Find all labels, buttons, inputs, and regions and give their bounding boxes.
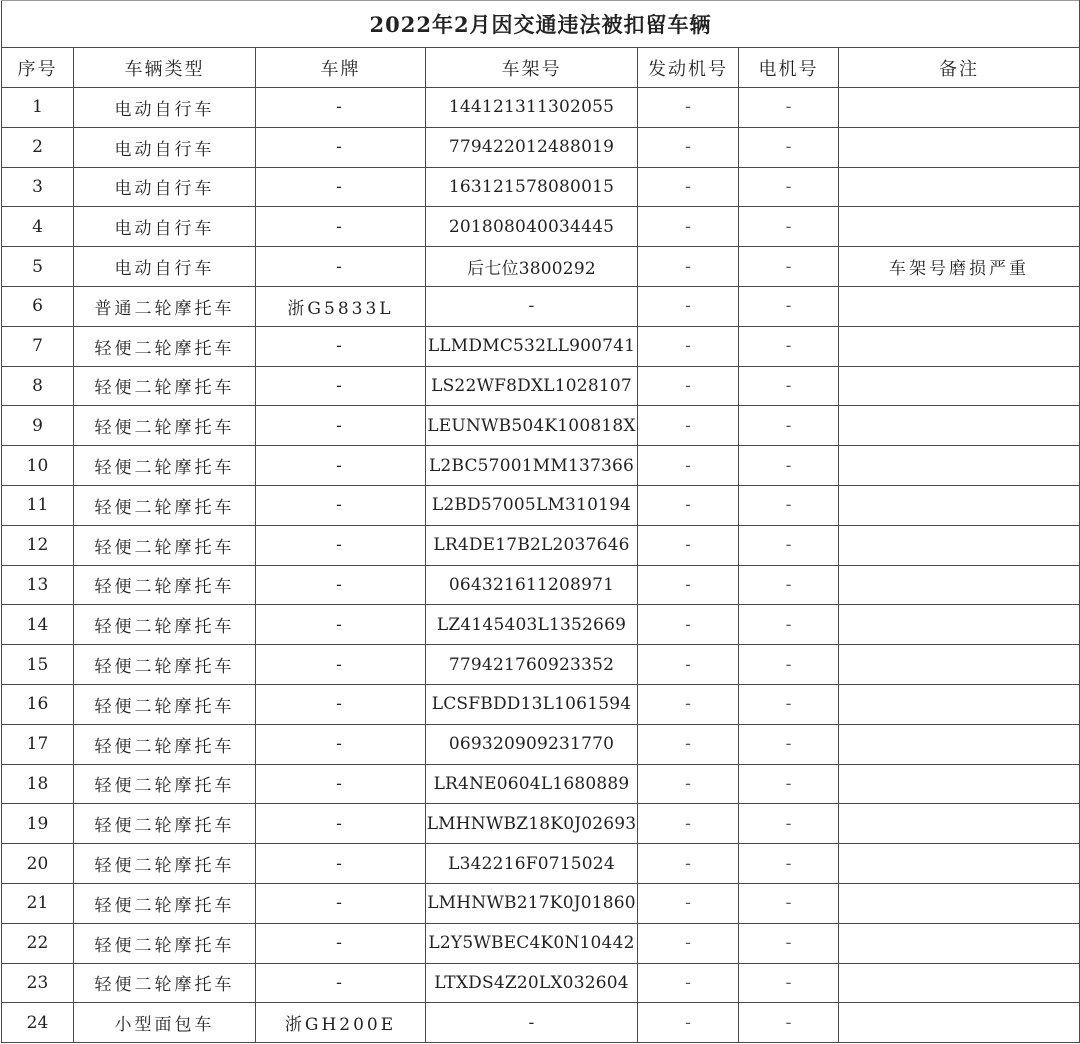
motor-no-cell: -	[739, 167, 839, 207]
engine-no-cell: -	[638, 485, 739, 525]
note-cell	[839, 645, 1080, 685]
vin-cell: L2BD57005LM310194	[426, 485, 638, 525]
vehicle-type-cell: 电动自行车	[74, 247, 256, 287]
engine-no-cell: -	[638, 923, 739, 963]
row-number-cell: 13	[2, 565, 74, 605]
row-number-cell: 2	[2, 127, 74, 167]
vin-cell: -	[426, 286, 638, 326]
motor-no-cell: -	[739, 207, 839, 247]
plate-cell: 浙GH200E	[256, 1003, 426, 1043]
plate-cell: -	[256, 247, 426, 287]
vehicle-type-cell: 轻便二轮摩托车	[74, 645, 256, 685]
plate-cell: -	[256, 645, 426, 685]
plate-cell: -	[256, 923, 426, 963]
motor-no-cell: -	[739, 804, 839, 844]
header-row	[2, 48, 1080, 88]
motor-no-cell: -	[739, 684, 839, 724]
motor-no-cell: -	[739, 923, 839, 963]
note-cell	[839, 406, 1080, 446]
header-no: 序号	[2, 48, 74, 88]
motor-no-cell: -	[739, 605, 839, 645]
table-row	[2, 247, 1080, 287]
table-row	[2, 525, 1080, 565]
plate-cell: -	[256, 167, 426, 207]
row-number-cell: 19	[2, 804, 74, 844]
engine-no-cell: -	[638, 645, 739, 685]
header-vin: 车架号	[426, 48, 638, 88]
row-number-cell: 22	[2, 923, 74, 963]
engine-no-cell: -	[638, 605, 739, 645]
vehicle-type-cell: 轻便二轮摩托车	[74, 923, 256, 963]
table-row	[2, 1003, 1080, 1043]
table-row	[2, 167, 1080, 207]
table-row	[2, 923, 1080, 963]
note-cell	[839, 804, 1080, 844]
note-cell	[839, 923, 1080, 963]
motor-no-cell: -	[739, 326, 839, 366]
motor-no-cell: -	[739, 247, 839, 287]
table-row	[2, 645, 1080, 685]
note-cell	[839, 286, 1080, 326]
row-number-cell: 14	[2, 605, 74, 645]
vin-cell: LMHNWBZ18K0J02693	[426, 804, 638, 844]
plate-cell: -	[256, 963, 426, 1003]
note-cell	[839, 963, 1080, 1003]
table-row	[2, 844, 1080, 884]
plate-cell: -	[256, 485, 426, 525]
plate-cell: -	[256, 565, 426, 605]
table-row	[2, 764, 1080, 804]
vin-cell: 163121578080015	[426, 167, 638, 207]
motor-no-cell: -	[739, 366, 839, 406]
table-row	[2, 446, 1080, 486]
table-title: 2022年2月因交通违法被扣留车辆	[2, 1, 1080, 48]
row-number-cell: 1	[2, 88, 74, 128]
vin-cell: 201808040034445	[426, 207, 638, 247]
note-cell	[839, 605, 1080, 645]
engine-no-cell: -	[638, 963, 739, 1003]
vin-cell: 064321611208971	[426, 565, 638, 605]
plate-cell: -	[256, 207, 426, 247]
note-cell	[839, 844, 1080, 884]
note-cell	[839, 1003, 1080, 1043]
vin-cell: L342216F0715024	[426, 844, 638, 884]
engine-no-cell: -	[638, 883, 739, 923]
note-cell	[839, 446, 1080, 486]
engine-no-cell: -	[638, 366, 739, 406]
note-cell	[839, 326, 1080, 366]
vin-cell: LTXDS4Z20LX032604	[426, 963, 638, 1003]
row-number-cell: 4	[2, 207, 74, 247]
vehicle-type-cell: 普通二轮摩托车	[74, 286, 256, 326]
note-cell	[839, 724, 1080, 764]
motor-no-cell: -	[739, 724, 839, 764]
table-row	[2, 286, 1080, 326]
row-number-cell: 15	[2, 645, 74, 685]
header-vehicle-type: 车辆类型	[74, 48, 256, 88]
vin-cell: LEUNWB504K100818X	[426, 406, 638, 446]
motor-no-cell: -	[739, 485, 839, 525]
vin-cell: LZ4145403L1352669	[426, 605, 638, 645]
vehicle-type-cell: 轻便二轮摩托车	[74, 724, 256, 764]
motor-no-cell: -	[739, 1003, 839, 1043]
header-note: 备注	[839, 48, 1080, 88]
vehicle-type-cell: 电动自行车	[74, 88, 256, 128]
note-cell	[839, 88, 1080, 128]
vin-cell: 后七位3800292	[426, 247, 638, 287]
note-cell	[839, 684, 1080, 724]
table-row	[2, 963, 1080, 1003]
vehicle-type-cell: 轻便二轮摩托车	[74, 525, 256, 565]
row-number-cell: 9	[2, 406, 74, 446]
table-row	[2, 724, 1080, 764]
vehicle-type-cell: 轻便二轮摩托车	[74, 684, 256, 724]
vin-cell: L2Y5WBEC4K0N10442	[426, 923, 638, 963]
row-number-cell: 18	[2, 764, 74, 804]
engine-no-cell: -	[638, 88, 739, 128]
vehicle-type-cell: 轻便二轮摩托车	[74, 844, 256, 884]
engine-no-cell: -	[638, 247, 739, 287]
note-cell	[839, 127, 1080, 167]
vin-cell: 779422012488019	[426, 127, 638, 167]
table-row	[2, 88, 1080, 128]
vehicle-type-cell: 轻便二轮摩托车	[74, 764, 256, 804]
table-row	[2, 485, 1080, 525]
motor-no-cell: -	[739, 406, 839, 446]
note-cell: 车架号磨损严重	[839, 247, 1080, 287]
row-number-cell: 12	[2, 525, 74, 565]
note-cell	[839, 883, 1080, 923]
vin-cell: LCSFBDD13L1061594	[426, 684, 638, 724]
plate-cell: -	[256, 326, 426, 366]
plate-cell: -	[256, 844, 426, 884]
motor-no-cell: -	[739, 963, 839, 1003]
vehicle-type-cell: 轻便二轮摩托车	[74, 485, 256, 525]
motor-no-cell: -	[739, 525, 839, 565]
vehicle-type-cell: 轻便二轮摩托车	[74, 446, 256, 486]
row-number-cell: 16	[2, 684, 74, 724]
plate-cell: -	[256, 605, 426, 645]
vehicle-type-cell: 电动自行车	[74, 207, 256, 247]
vehicle-type-cell: 轻便二轮摩托车	[74, 326, 256, 366]
table-row	[2, 406, 1080, 446]
table-row	[2, 326, 1080, 366]
note-cell	[839, 167, 1080, 207]
engine-no-cell: -	[638, 127, 739, 167]
row-number-cell: 23	[2, 963, 74, 1003]
plate-cell: -	[256, 883, 426, 923]
engine-no-cell: -	[638, 286, 739, 326]
vin-cell: LMHNWB217K0J01860	[426, 883, 638, 923]
note-cell	[839, 485, 1080, 525]
vehicle-type-cell: 轻便二轮摩托车	[74, 804, 256, 844]
note-cell	[839, 764, 1080, 804]
row-number-cell: 17	[2, 724, 74, 764]
motor-no-cell: -	[739, 565, 839, 605]
motor-no-cell: -	[739, 844, 839, 884]
motor-no-cell: -	[739, 446, 839, 486]
title-row	[2, 1, 1080, 48]
table-row	[2, 684, 1080, 724]
vin-cell: LLMDMC532LL900741	[426, 326, 638, 366]
motor-no-cell: -	[739, 764, 839, 804]
engine-no-cell: -	[638, 1003, 739, 1043]
row-number-cell: 20	[2, 844, 74, 884]
row-number-cell: 24	[2, 1003, 74, 1043]
table-row	[2, 804, 1080, 844]
vin-cell: LS22WF8DXL1028107	[426, 366, 638, 406]
engine-no-cell: -	[638, 565, 739, 605]
vehicle-type-cell: 轻便二轮摩托车	[74, 565, 256, 605]
table-row	[2, 605, 1080, 645]
plate-cell: -	[256, 804, 426, 844]
vin-cell: 069320909231770	[426, 724, 638, 764]
engine-no-cell: -	[638, 446, 739, 486]
impounded-vehicles-table	[1, 0, 1080, 1043]
engine-no-cell: -	[638, 207, 739, 247]
plate-cell: -	[256, 764, 426, 804]
vehicle-type-cell: 轻便二轮摩托车	[74, 963, 256, 1003]
plate-cell: 浙G5833L	[256, 286, 426, 326]
vehicle-table-sheet	[1, 0, 1079, 1043]
engine-no-cell: -	[638, 724, 739, 764]
vehicle-type-cell: 轻便二轮摩托车	[74, 406, 256, 446]
engine-no-cell: -	[638, 326, 739, 366]
table-row	[2, 565, 1080, 605]
vin-cell: 779421760923352	[426, 645, 638, 685]
motor-no-cell: -	[739, 645, 839, 685]
row-number-cell: 11	[2, 485, 74, 525]
plate-cell: -	[256, 525, 426, 565]
vehicle-type-cell: 电动自行车	[74, 167, 256, 207]
table-row	[2, 207, 1080, 247]
note-cell	[839, 565, 1080, 605]
header-engine-no: 发动机号	[638, 48, 739, 88]
vin-cell: L2BC57001MM137366	[426, 446, 638, 486]
row-number-cell: 5	[2, 247, 74, 287]
vehicle-type-cell: 轻便二轮摩托车	[74, 366, 256, 406]
header-plate: 车牌	[256, 48, 426, 88]
note-cell	[839, 366, 1080, 406]
row-number-cell: 10	[2, 446, 74, 486]
engine-no-cell: -	[638, 684, 739, 724]
engine-no-cell: -	[638, 844, 739, 884]
engine-no-cell: -	[638, 804, 739, 844]
motor-no-cell: -	[739, 286, 839, 326]
vin-cell: LR4NE0604L1680889	[426, 764, 638, 804]
note-cell	[839, 207, 1080, 247]
vehicle-type-cell: 小型面包车	[74, 1003, 256, 1043]
header-motor-no: 电机号	[739, 48, 839, 88]
engine-no-cell: -	[638, 167, 739, 207]
plate-cell: -	[256, 366, 426, 406]
plate-cell: -	[256, 88, 426, 128]
table-body	[2, 88, 1080, 1043]
row-number-cell: 21	[2, 883, 74, 923]
plate-cell: -	[256, 406, 426, 446]
table-row	[2, 366, 1080, 406]
plate-cell: -	[256, 684, 426, 724]
motor-no-cell: -	[739, 883, 839, 923]
plate-cell: -	[256, 724, 426, 764]
engine-no-cell: -	[638, 406, 739, 446]
table-row	[2, 127, 1080, 167]
vin-cell: LR4DE17B2L2037646	[426, 525, 638, 565]
plate-cell: -	[256, 127, 426, 167]
engine-no-cell: -	[638, 764, 739, 804]
vin-cell: 144121311302055	[426, 88, 638, 128]
plate-cell: -	[256, 446, 426, 486]
motor-no-cell: -	[739, 127, 839, 167]
row-number-cell: 3	[2, 167, 74, 207]
engine-no-cell: -	[638, 525, 739, 565]
vehicle-type-cell: 轻便二轮摩托车	[74, 883, 256, 923]
vehicle-type-cell: 电动自行车	[74, 127, 256, 167]
vin-cell: -	[426, 1003, 638, 1043]
vehicle-type-cell: 轻便二轮摩托车	[74, 605, 256, 645]
motor-no-cell: -	[739, 88, 839, 128]
row-number-cell: 7	[2, 326, 74, 366]
row-number-cell: 6	[2, 286, 74, 326]
table-row	[2, 883, 1080, 923]
note-cell	[839, 525, 1080, 565]
row-number-cell: 8	[2, 366, 74, 406]
